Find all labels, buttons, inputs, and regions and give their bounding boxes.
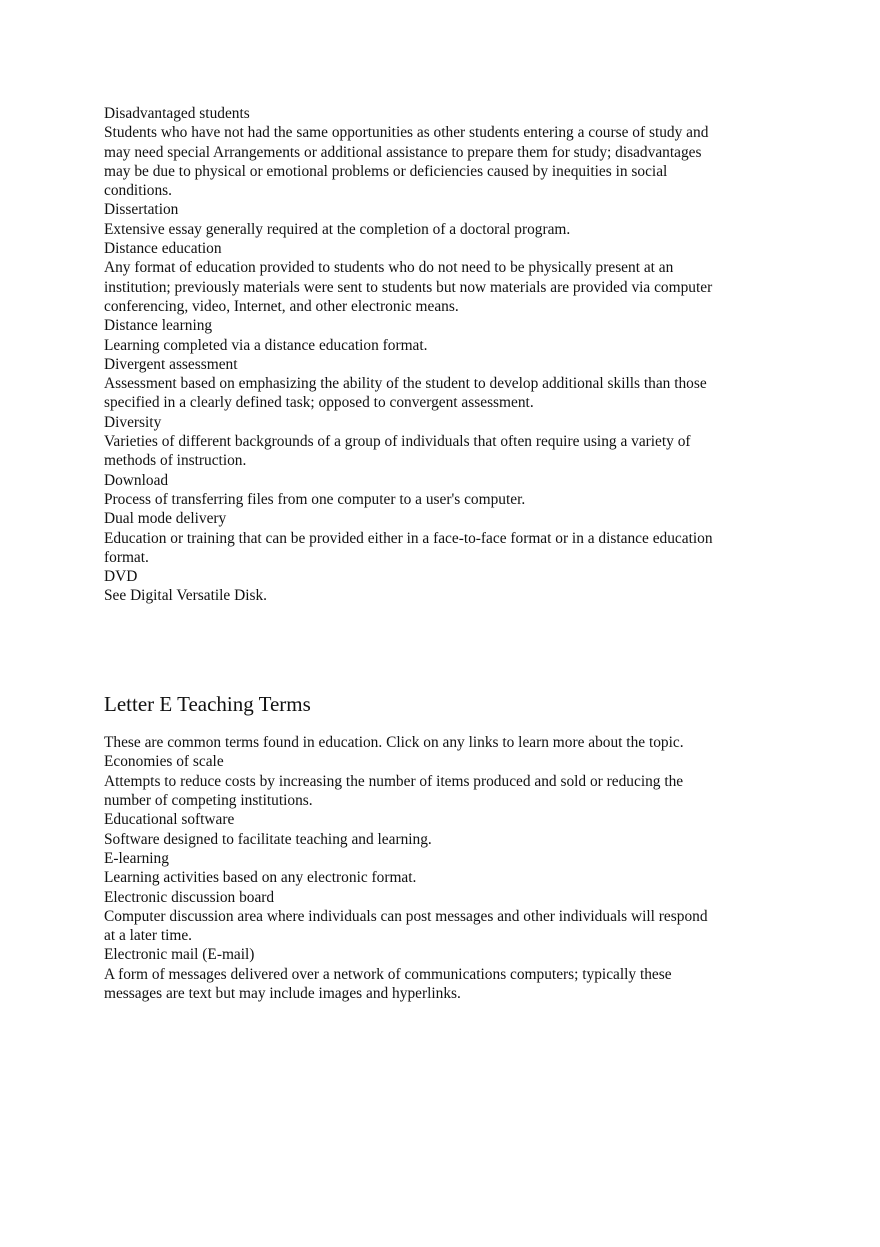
- definition-diversity: Varieties of different backgrounds of a group of individuals that often require using a variety of methods of instruction.: [104, 433, 691, 470]
- definition-electronic-mail: A form of messages delivered over a network of communications computers; typically these messages are text but may include images and hyperlinks.: [104, 965, 672, 1002]
- term-electronic-mail: Electronic mail (E-mail): [104, 946, 255, 964]
- term-distance-learning: Distance learning: [104, 317, 213, 335]
- definition-dvd: See Digital Versatile Disk.: [104, 587, 267, 605]
- definition-educational-software: Software designed to facilitate teaching and learning.: [104, 830, 432, 848]
- document-content: [104, 104, 714, 1003]
- section-heading: Letter E Teaching Terms: [104, 692, 311, 717]
- definition-distance-learning: Learning completed via a distance education format.: [104, 336, 428, 354]
- definition-economies-of-scale: Attempts to reduce costs by increasing the number of items produced and sold or reducing the number of competing institutions.: [104, 772, 684, 810]
- term-dvd: DVD: [104, 568, 138, 586]
- section-e-glossary: [104, 691, 714, 1003]
- definition-download: Process of transferring files from one computer to a user's computer.: [104, 490, 526, 508]
- section-intro: These are common terms found in education. Click on any links to learn more about the topic.: [104, 734, 684, 752]
- term-dissertation: Dissertation: [104, 201, 179, 219]
- definition-e-learning: Learning activities based on any electronic format.: [104, 869, 417, 887]
- definition-distance-education: Any format of education provided to students who do not need to be physically present at an institution; previously materials were sent to students but now materials are provided via computer conferencing, video, Internet, and other electronic means.: [104, 259, 713, 315]
- section-d-glossary: [104, 104, 714, 606]
- term-e-learning: E-learning: [104, 849, 169, 867]
- term-download: Download: [104, 471, 169, 489]
- definition-disadvantaged-students: Students who have not had the same opportunities as other students entering a course of study and may need special Arrangements or additional assistance to prepare them for study; disadvantages may be due to physical or emotional problems or deficiencies caused by inequities in social conditions.: [104, 124, 709, 200]
- term-disadvantaged-students: Disadvantaged students: [104, 105, 250, 122]
- definition-electronic-discussion-board: Computer discussion area where individuals can post messages and other individuals will respond at a later time.: [104, 907, 708, 945]
- term-dual-mode-delivery: Dual mode delivery: [104, 510, 227, 528]
- section-spacer: [104, 606, 714, 674]
- term-diversity: Diversity: [104, 413, 162, 431]
- definition-dissertation: Extensive essay generally required at the completion of a doctoral program.: [104, 220, 571, 238]
- definition-dual-mode-delivery: Education or training that can be provided either in a face-to-face format or in a distance education format.: [104, 529, 713, 566]
- definition-divergent-assessment: Assessment based on emphasizing the ability of the student to develop additional skills than those specified in a clearly defined task; opposed to convergent assessment.: [104, 375, 707, 412]
- term-electronic-discussion-board: Electronic discussion board: [104, 888, 275, 906]
- term-distance-education: Distance education: [104, 240, 222, 258]
- term-educational-software: Educational software: [104, 811, 235, 829]
- term-divergent-assessment: Divergent assessment: [104, 355, 238, 373]
- term-economies-of-scale: Economies of scale: [104, 753, 224, 771]
